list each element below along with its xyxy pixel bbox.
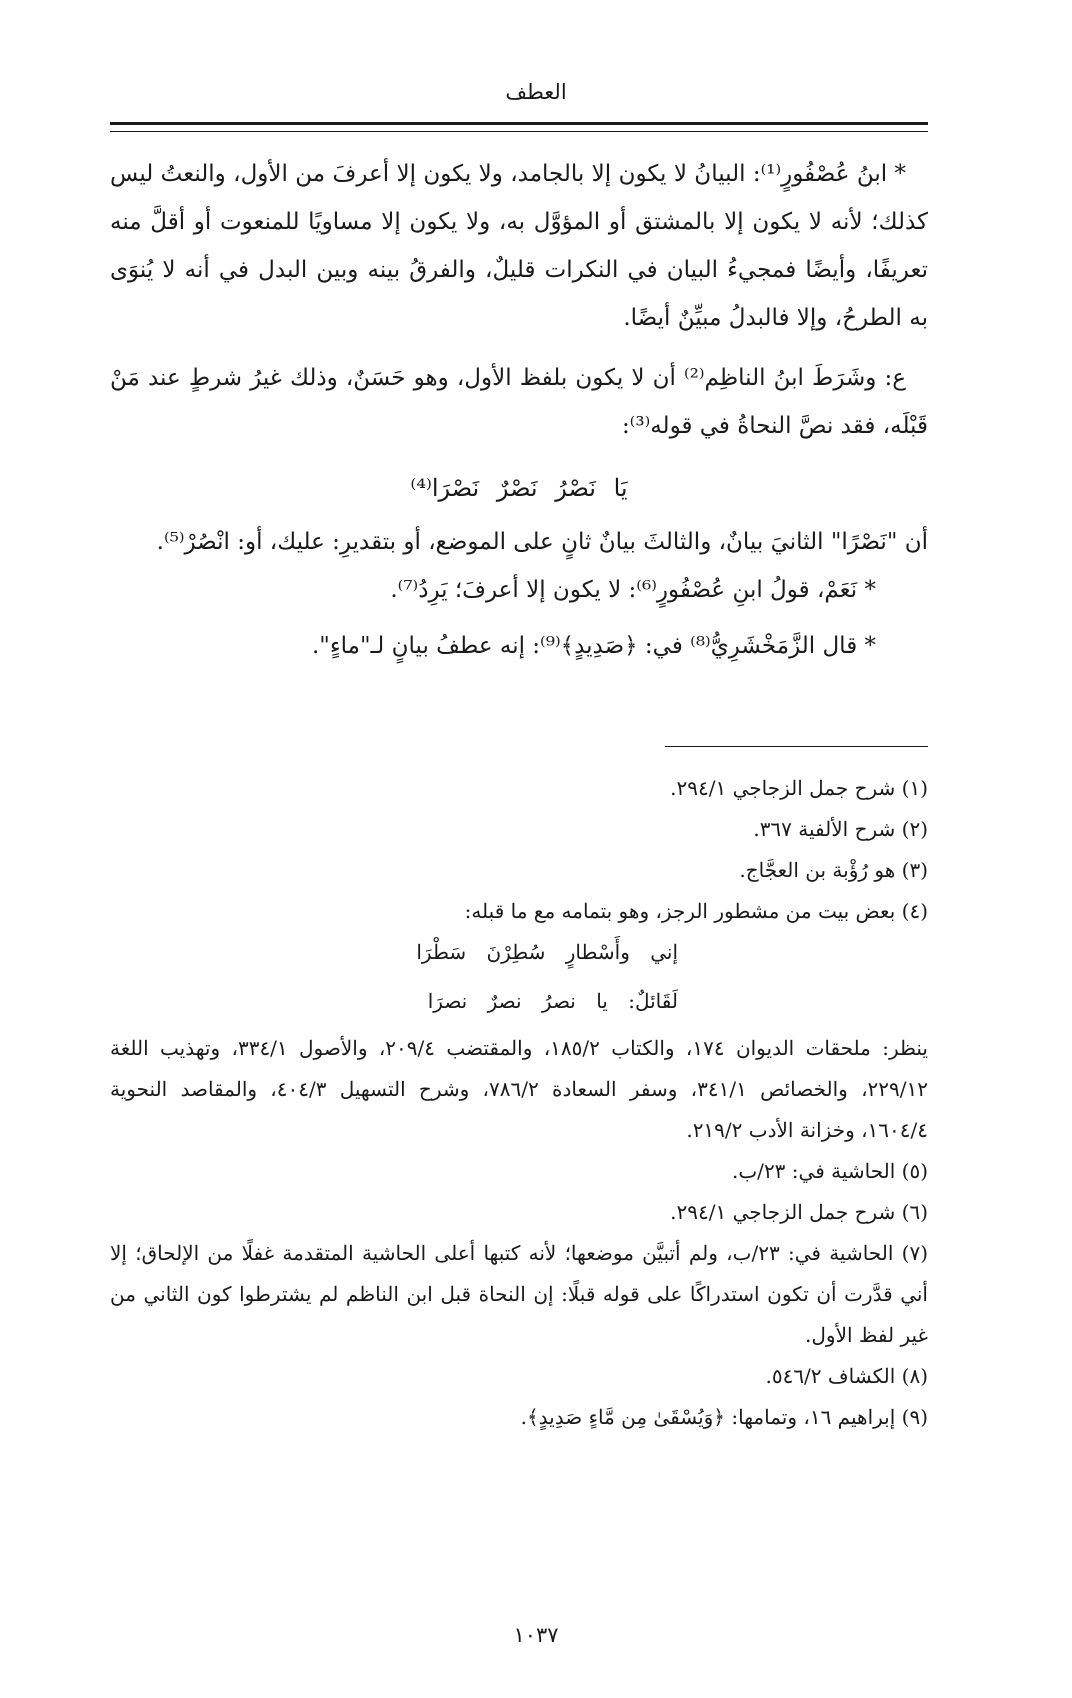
footnote-4-references: ينظر: ملحقات الديوان ١٧٤، والكتاب ١٨٥/٢، والمقتضب ٢٠٩/٤، والأصول ٣٣٤/١، وتهذيب اللغة ٢٢٩/١٢، والخصائص ٣٤١/١، وسفر السعادة ٧٨٦/٢، وشرح التسهيل ٤٠٤/٣، والمقاصد النحوية ١٦٠٤/٤، وخزانة الأدب ٢١٩/٢. xyxy=(110,1036,928,1142)
footnote-9: (٩) إبراهيم ١٦، وتمامها: ﴿وَيُسْقَىٰ مِن مَّاءٍ صَدِيدٍ﴾. xyxy=(520,1405,928,1429)
footnote-separator xyxy=(665,746,928,747)
footnote-verse-2: لَقَائلٌ: يا نصرُ نصرٌ نصرَا xyxy=(427,989,678,1013)
footnote-8: (٨) الكشاف ٥٤٦/٢. xyxy=(765,1364,928,1388)
main-text xyxy=(110,150,928,670)
footnote-4: (٤) بعض بيت من مشطور الرجز، وهو بتمامه مع ما قبله: xyxy=(464,899,928,923)
verse-line: يَا نَصْرُ نَصْرٌ نَصْرَا⁽⁴⁾ xyxy=(410,474,628,502)
running-header: العطف xyxy=(505,80,567,104)
paragraph-naam: * نَعَمْ، قولُ ابنِ عُصْفُورٍ⁽⁶⁾: لا يكون إلا أعرفَ؛ يَرِدُ⁽⁷⁾. xyxy=(390,577,876,603)
header-rule-thin xyxy=(110,131,928,132)
header-rule-thick xyxy=(110,122,928,125)
footnote-7: (٧) الحاشية في: ٢٣/ب، ولم أتبيَّن موضعها؛ لأنه كتبها أعلى الحاشية المتقدمة غفلًا من الإلحاق؛ إلا أني قدَّرت أن تكون استدراكًا على قوله قبلًا: إن النحاة قبل ابن الناظم لم يشترطوا كون الثاني من غير لفظ الأول. xyxy=(110,1241,928,1347)
paragraph-nasr: أن "نَصْرًا" الثانيَ بيانٌ، والثالثَ بيانٌ ثانٍ على الموضع، أو بتقديرِ: عليك، أو: انْصُرْ⁽⁵⁾. xyxy=(156,529,928,555)
footnote-3: (٣) هو رُؤْبة بن العجَّاج. xyxy=(739,858,928,882)
footnote-6: (٦) شرح جمل الزجاجي ٢٩٤/١. xyxy=(670,1200,928,1224)
footnotes xyxy=(110,768,928,1438)
paragraph-zamakhshari: * قال الزَّمَخْشَرِيُّ⁽⁸⁾ في: ﴿صَدِيدٍ﴾⁽⁹⁾: إنه عطفُ بيانٍ لـ"ماءٍ". xyxy=(311,633,876,659)
footnote-2: (٢) شرح الألفية ٣٦٧. xyxy=(753,817,928,841)
paragraph-ibn-al-nazim: ع: وشَرَطَ ابنُ الناظِم⁽²⁾ أن لا يكون بلفظ الأول، وهو حَسَنٌ، وذلك غيرُ شرطٍ عند مَنْ قَبْلَه، فقد نصَّ النحاةُ في قوله⁽³⁾: xyxy=(110,365,928,439)
page-number: ١٠٣٧ xyxy=(513,1623,559,1647)
footnote-5: (٥) الحاشية في: ٢٣/ب. xyxy=(732,1159,928,1183)
paragraph-ibn-usfur: * ابنُ عُصْفُورٍ⁽¹⁾: البيانُ لا يكون إلا بالجامد، ولا يكون إلا أعرفَ من الأول، والنعتُ ليس كذلك؛ لأنه لا يكون إلا بالمشتق أو المؤوَّل به، ولا يكون إلا مساويًا للمنعوت أو أقلَّ منه تعريفًا، وأيضًا فمجيءُ البيان في النكرات قليلٌ، والفرقُ بينه وبين البدل في أنه لا يُنوَى به الطرحُ، وإلا فالبدلُ مبيِّنٌ أيضًا. xyxy=(110,161,928,331)
footnote-1: (١) شرح جمل الزجاجي ٢٩٤/١. xyxy=(670,776,928,800)
footnote-verse-1: إني وأَسْطارٍ سُطِرْنَ سَطْرَا xyxy=(416,940,678,964)
